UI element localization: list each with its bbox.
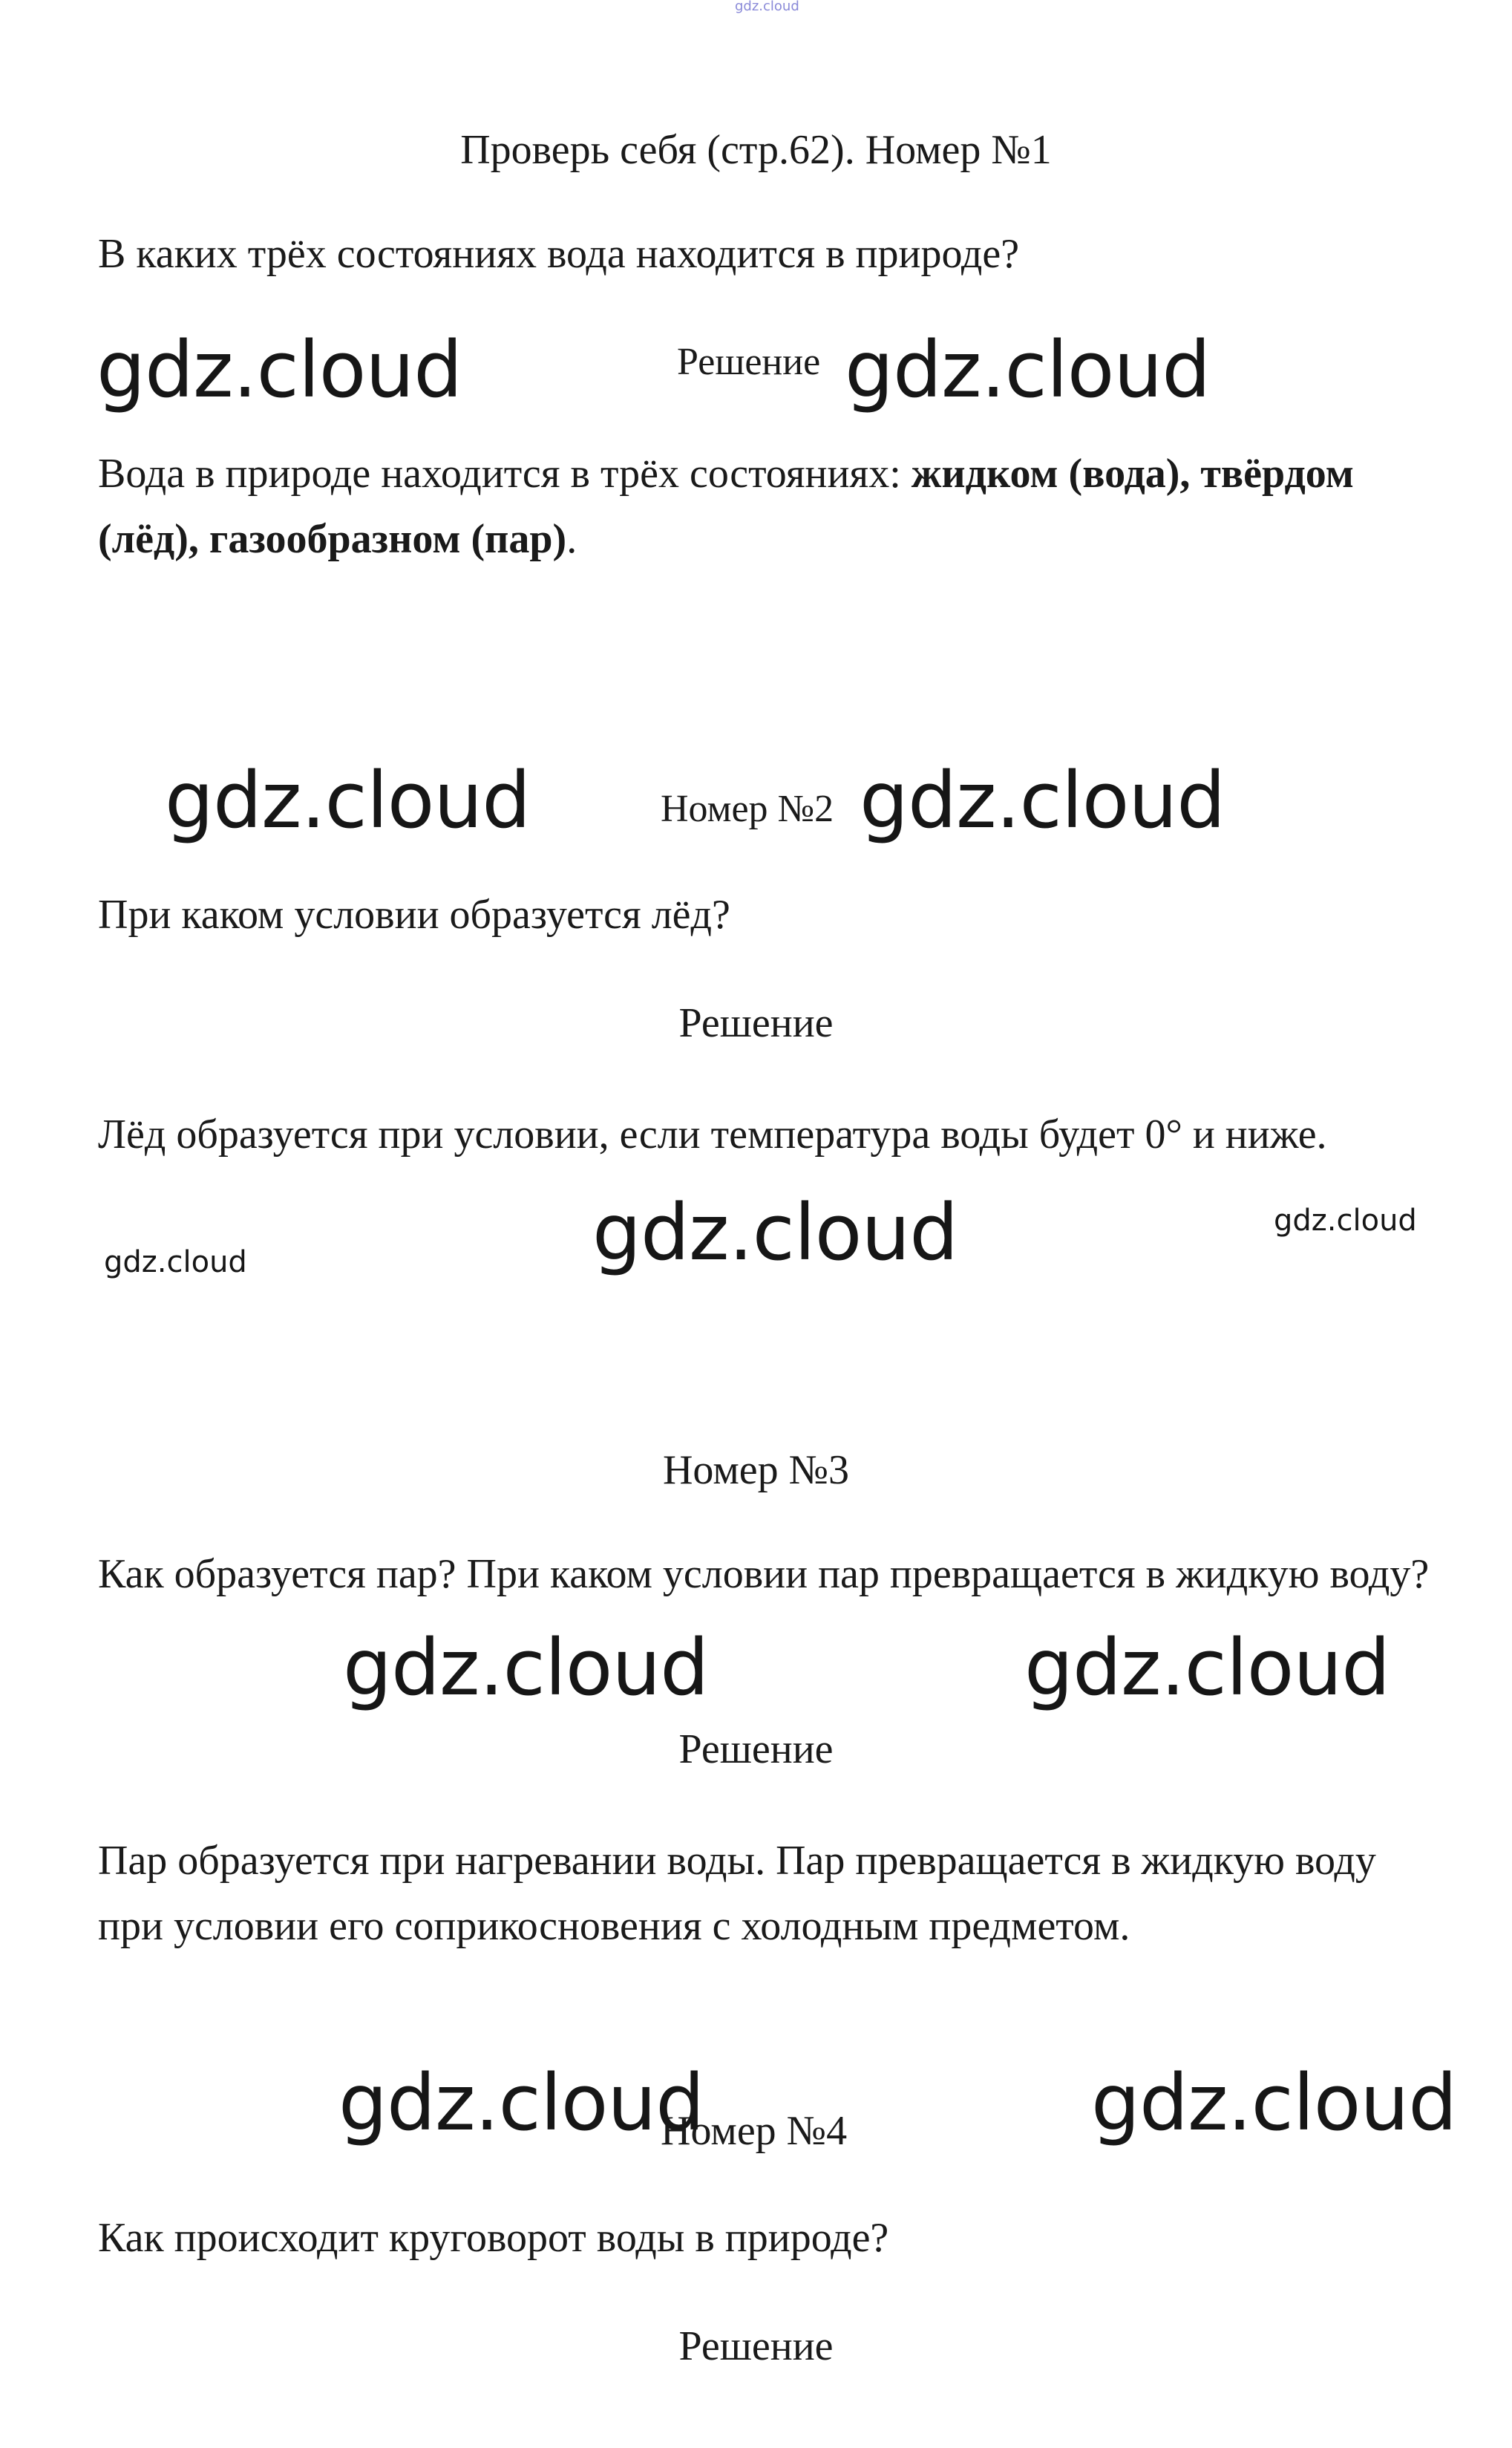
solution-1-label: Решение [677,341,821,383]
question-2-label: Номер №2 [661,788,834,830]
watermark-11: gdz.cloud [1091,2057,1457,2148]
watermark-6: gdz.cloud [1274,1204,1417,1238]
watermark-9: gdz.cloud [1024,1622,1390,1713]
answer-3-text: Пар образуется при нагревании воды. Пар превращается в жидкую воду при условии его соприкосновения с холодным предметом. [98,1838,1376,1949]
page-title: Проверь себя (стр.62). Номер №1 [460,127,1052,173]
solution-4-label: Решение [678,2323,834,2369]
question-4-label: Номер №4 [661,2108,848,2154]
answer-1-bold: жидком (вода), твёрдом (лёд), газообразном (пар) [98,451,1354,562]
question-3-text: Как образуется пар? При каком условии пар превращается в жидкую воду? [98,1551,1430,1597]
question-3-label: Номер №3 [662,1447,850,1493]
solution-3-label: Решение [678,1726,834,1772]
watermark-10: gdz.cloud [338,2057,704,2148]
question-1-text: В каких трёх состояниях вода находится в природе? [98,231,1020,277]
answer-2-text: Лёд образуется при условии, если температура воды будет 0° и ниже. [98,1112,1327,1158]
header-watermark: gdz.cloud [735,0,799,14]
watermark-2: gdz.cloud [845,324,1211,415]
answer-1-end: . [566,516,577,562]
watermark-8: gdz.cloud [343,1622,709,1713]
watermark-4: gdz.cloud [860,755,1225,846]
watermark-3: gdz.cloud [165,755,531,846]
watermark-1: gdz.cloud [96,324,462,415]
question-4-text: Как происходит круговорот воды в природе? [98,2215,889,2261]
watermark-5: gdz.cloud [592,1187,958,1278]
answer-1-text [98,441,1427,572]
solution-2-label: Решение [678,1000,834,1046]
answer-1-plain: Вода в природе находится в трёх состояниях: [98,451,912,497]
watermark-7: gdz.cloud [104,1245,247,1279]
question-2-text: При каком условии образуется лёд? [98,892,730,938]
